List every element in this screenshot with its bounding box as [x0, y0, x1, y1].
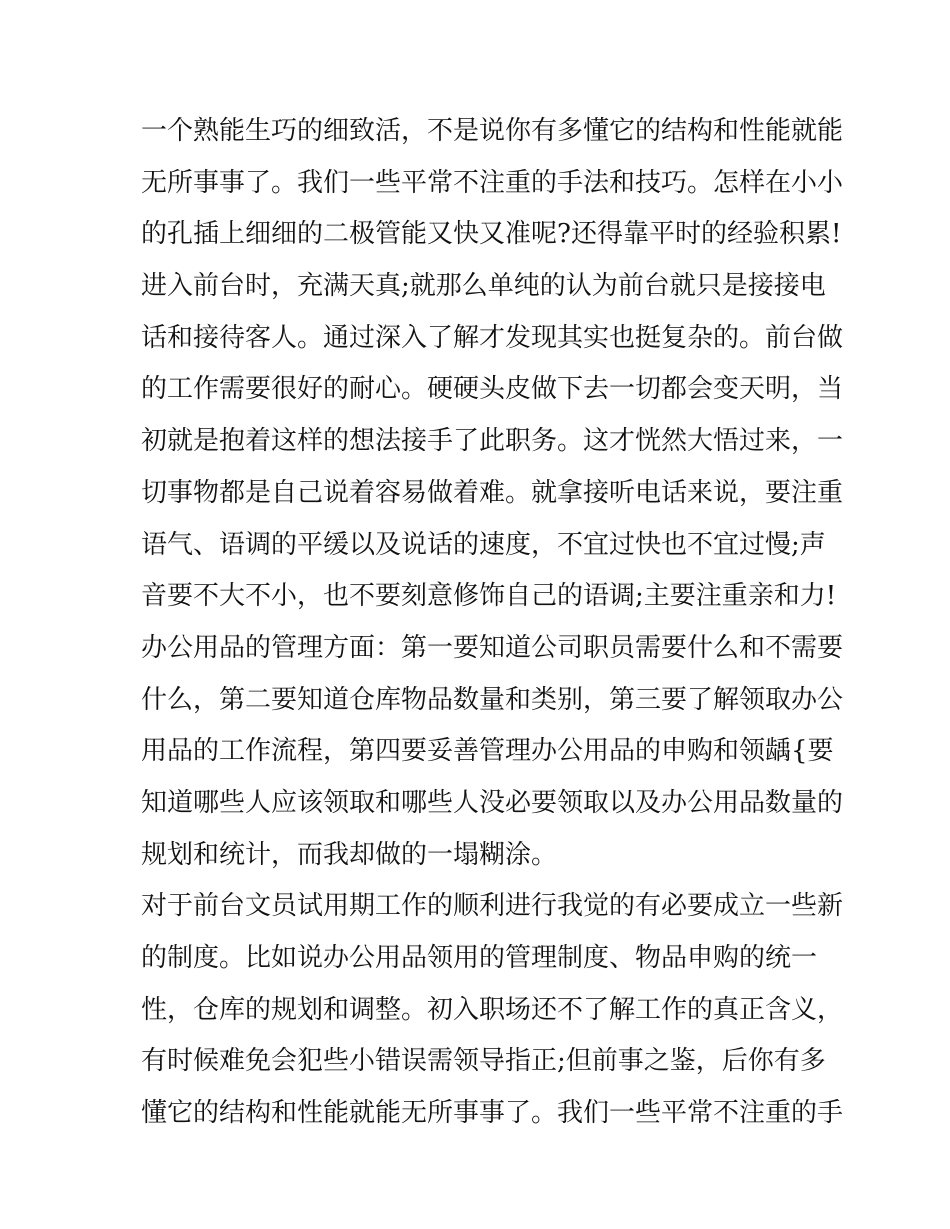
text-line-7: 初就是抱着这样的想法接手了此职务。这才恍然大悟过来，一 — [141, 426, 844, 457]
text-line-6: 的工作需要很好的耐心。硬硬头皮做下去一切都会变天明，当 — [141, 374, 844, 405]
text-line-3: 的孔插上细细的二极管能又快又准呢?还得靠平时的经验积累! — [141, 219, 842, 250]
text-line-11: 办公用品的管理方面：第一要知道公司职员需要什么和不需要 — [141, 632, 844, 663]
text-line-17: 的制度。比如说办公用品领用的管理制度、物品申购的统一 — [141, 943, 818, 973]
text-line-18: 性，仓库的规划和调整。初入职场还不了解工作的真正含义， — [141, 994, 844, 1025]
text-line-4: 进入前台时，充满天真;就那么单纯的认为前台就只是接接电 — [141, 271, 826, 302]
text-line-1: 一个熟能生巧的细致活，不是说你有多懂它的结构和性能就能 — [141, 116, 844, 146]
text-line-2: 无所事事了。我们一些平常不注重的手法和技巧。怎样在小小 — [141, 167, 844, 198]
text-line-12: 什么，第二要知道仓库物品数量和类别，第三要了解领取办公 — [141, 684, 844, 715]
text-line-9: 语气、语调的平缓以及说话的速度，不宜过快也不宜过慢;声 — [141, 529, 826, 560]
document-body — [141, 106, 844, 1140]
text-line-14: 知道哪些人应该领取和哪些人没必要领取以及办公用品数量的 — [141, 787, 844, 818]
text-line-10: 音要不大不小，也不要刻意修饰自己的语调;主要注重亲和力! — [141, 581, 837, 612]
text-line-20: 懂它的结构和性能就能无所事事了。我们一些平常不注重的手 — [141, 1098, 844, 1129]
text-line-8: 切事物都是自己说着容易做着难。就拿接听电话来说，要注重 — [141, 477, 844, 508]
text-line-13: 用品的工作流程，第四要妥善管理办公用品的申购和领龋{要 — [141, 736, 834, 767]
text-line-19: 有时候难免会犯些小错误需领导指正;但前事之鉴，后你有多 — [141, 1046, 826, 1077]
text-line-15: 规划和统计，而我却做的一塌糊涂。 — [141, 839, 558, 870]
text-line-5: 话和接待客人。通过深入了解才发现其实也挺复杂的。前台做 — [141, 322, 844, 353]
text-line-16: 对于前台文员试用期工作的顺利进行我觉的有必要成立一些新 — [141, 891, 844, 922]
